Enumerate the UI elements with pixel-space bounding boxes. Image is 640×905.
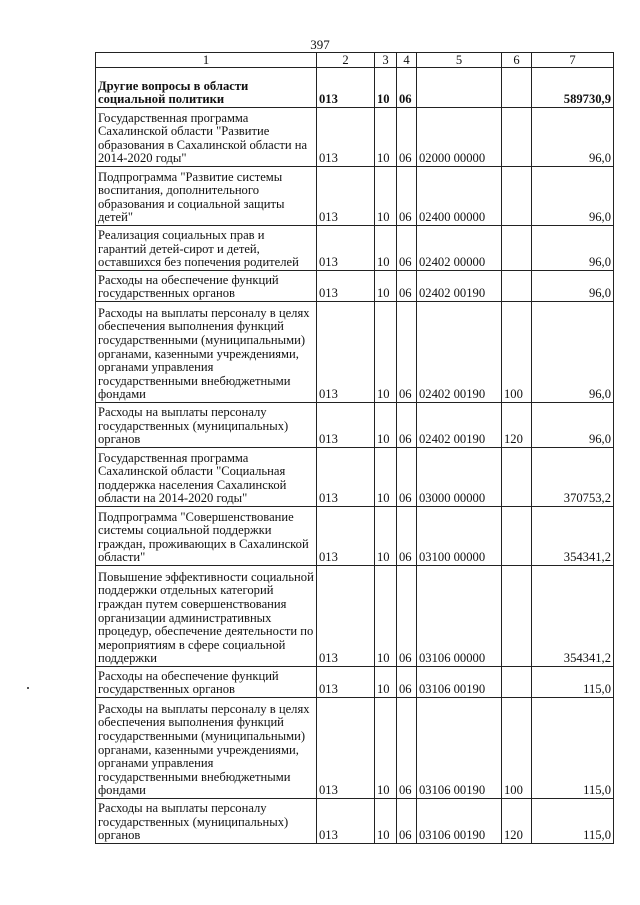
row-name-cell: Подпрограмма "Совершенствование системы социальной поддержки граждан, проживающих в Сахалинской области" xyxy=(96,507,317,566)
header-cell: 6 xyxy=(502,53,532,68)
row-amount-cell: 96,0 xyxy=(532,271,614,302)
margin-dot xyxy=(27,687,29,689)
row-target-cell: 03100 00000 xyxy=(417,507,502,566)
row-target-cell: 03106 00190 xyxy=(417,698,502,799)
row-type-cell: 100 xyxy=(502,302,532,403)
row-target-cell: 03000 00000 xyxy=(417,448,502,507)
row-code-cell: 013 xyxy=(317,167,375,226)
header-cell: 2 xyxy=(317,53,375,68)
row-subsection-cell: 06 xyxy=(397,226,417,271)
header-cell: 5 xyxy=(417,53,502,68)
row-section-cell: 10 xyxy=(375,167,397,226)
row-code-cell: 013 xyxy=(317,302,375,403)
row-section-cell: 10 xyxy=(375,302,397,403)
row-code-cell: 013 xyxy=(317,698,375,799)
header-cell: 7 xyxy=(532,53,614,68)
row-amount-cell: 96,0 xyxy=(532,226,614,271)
row-amount-cell: 96,0 xyxy=(532,302,614,403)
row-type-cell xyxy=(502,667,532,698)
row-target-cell: 02402 00190 xyxy=(417,302,502,403)
row-section-cell: 10 xyxy=(375,799,397,844)
row-type-cell xyxy=(502,167,532,226)
row-target-cell: 02000 00000 xyxy=(417,108,502,167)
row-section-cell: 10 xyxy=(375,448,397,507)
row-name-cell: Расходы на обеспечение функций государственных органов xyxy=(96,271,317,302)
row-subsection-cell: 06 xyxy=(397,68,417,108)
row-name-cell: Расходы на выплаты персоналу государственных (муниципальных) органов xyxy=(96,403,317,448)
row-name-cell: Государственная программа Сахалинской области "Развитие образования в Сахалинской области на 2014-2020 годы" xyxy=(96,108,317,167)
row-amount-cell: 370753,2 xyxy=(532,448,614,507)
table-row xyxy=(96,68,614,108)
row-code-cell: 013 xyxy=(317,448,375,507)
row-code-cell: 013 xyxy=(317,271,375,302)
row-target-cell xyxy=(417,68,502,108)
table-row xyxy=(96,799,614,844)
table-body xyxy=(96,68,614,844)
row-subsection-cell: 06 xyxy=(397,799,417,844)
row-type-cell xyxy=(502,271,532,302)
row-section-cell: 10 xyxy=(375,698,397,799)
row-type-cell xyxy=(502,507,532,566)
header-cell: 1 xyxy=(96,53,317,68)
row-name-cell: Расходы на выплаты персоналу в целях обеспечения выполнения функций государственными (муниципальными) органами, казенными учреждениями, органами управления государственными внебюджетными фондами xyxy=(96,302,317,403)
table-row xyxy=(96,108,614,167)
row-amount-cell: 96,0 xyxy=(532,167,614,226)
row-name-cell: Другие вопросы в области социальной политики xyxy=(96,68,317,108)
row-section-cell: 10 xyxy=(375,271,397,302)
row-code-cell: 013 xyxy=(317,226,375,271)
row-subsection-cell: 06 xyxy=(397,566,417,667)
table-row xyxy=(96,507,614,566)
header-cell: 4 xyxy=(397,53,417,68)
row-section-cell: 10 xyxy=(375,403,397,448)
table-row xyxy=(96,271,614,302)
row-code-cell: 013 xyxy=(317,667,375,698)
row-type-cell xyxy=(502,448,532,507)
table-row xyxy=(96,302,614,403)
row-subsection-cell: 06 xyxy=(397,667,417,698)
row-name-cell: Расходы на обеспечение функций государственных органов xyxy=(96,667,317,698)
page-number: 397 xyxy=(310,37,330,52)
row-code-cell: 013 xyxy=(317,68,375,108)
row-amount-cell: 115,0 xyxy=(532,698,614,799)
row-name-cell: Подпрограмма "Развитие системы воспитания, дополнительного образования и социальной защиты детей" xyxy=(96,167,317,226)
row-type-cell xyxy=(502,68,532,108)
row-code-cell: 013 xyxy=(317,566,375,667)
row-type-cell: 120 xyxy=(502,403,532,448)
row-type-cell: 100 xyxy=(502,698,532,799)
row-name-cell: Государственная программа Сахалинской области "Социальная поддержка населения Сахалинской области на 2014-2020 годы" xyxy=(96,448,317,507)
row-section-cell: 10 xyxy=(375,226,397,271)
row-subsection-cell: 06 xyxy=(397,167,417,226)
row-amount-cell: 115,0 xyxy=(532,667,614,698)
row-amount-cell: 115,0 xyxy=(532,799,614,844)
row-amount-cell: 96,0 xyxy=(532,108,614,167)
row-name-cell: Повышение эффективности социальной поддержки отдельных категорий граждан путем совершенствования организации административных процедур, обеспечение деятельности по мероприятиям в сфере социальной поддержки xyxy=(96,566,317,667)
row-target-cell: 03106 00190 xyxy=(417,667,502,698)
table-row xyxy=(96,167,614,226)
row-code-cell: 013 xyxy=(317,403,375,448)
row-subsection-cell: 06 xyxy=(397,507,417,566)
row-target-cell: 02402 00190 xyxy=(417,271,502,302)
table-row xyxy=(96,448,614,507)
table-row xyxy=(96,226,614,271)
row-section-cell: 10 xyxy=(375,667,397,698)
budget-table xyxy=(95,52,614,844)
row-target-cell: 03106 00190 xyxy=(417,799,502,844)
row-name-cell: Расходы на выплаты персоналу в целях обеспечения выполнения функций государственными (муниципальными) органами, казенными учреждениями, органами управления государственными внебюджетными фондами xyxy=(96,698,317,799)
row-code-cell: 013 xyxy=(317,507,375,566)
row-subsection-cell: 06 xyxy=(397,448,417,507)
row-subsection-cell: 06 xyxy=(397,271,417,302)
row-code-cell: 013 xyxy=(317,108,375,167)
row-target-cell: 03106 00000 xyxy=(417,566,502,667)
table-row xyxy=(96,403,614,448)
row-target-cell: 02402 00000 xyxy=(417,226,502,271)
row-type-cell: 120 xyxy=(502,799,532,844)
row-target-cell: 02400 00000 xyxy=(417,167,502,226)
row-amount-cell: 354341,2 xyxy=(532,566,614,667)
row-type-cell xyxy=(502,226,532,271)
row-section-cell: 10 xyxy=(375,68,397,108)
row-amount-cell: 354341,2 xyxy=(532,507,614,566)
row-section-cell: 10 xyxy=(375,108,397,167)
row-section-cell: 10 xyxy=(375,566,397,667)
row-code-cell: 013 xyxy=(317,799,375,844)
row-subsection-cell: 06 xyxy=(397,108,417,167)
row-type-cell xyxy=(502,108,532,167)
row-amount-cell: 589730,9 xyxy=(532,68,614,108)
header-row xyxy=(96,53,614,68)
table-row xyxy=(96,698,614,799)
row-name-cell: Расходы на выплаты персоналу государственных (муниципальных) органов xyxy=(96,799,317,844)
header-cell: 3 xyxy=(375,53,397,68)
table-row xyxy=(96,566,614,667)
row-amount-cell: 96,0 xyxy=(532,403,614,448)
row-subsection-cell: 06 xyxy=(397,302,417,403)
row-target-cell: 02402 00190 xyxy=(417,403,502,448)
table-row xyxy=(96,667,614,698)
row-name-cell: Реализация социальных прав и гарантий детей-сирот и детей, оставшихся без попечения родителей xyxy=(96,226,317,271)
row-type-cell xyxy=(502,566,532,667)
row-section-cell: 10 xyxy=(375,507,397,566)
row-subsection-cell: 06 xyxy=(397,403,417,448)
row-subsection-cell: 06 xyxy=(397,698,417,799)
